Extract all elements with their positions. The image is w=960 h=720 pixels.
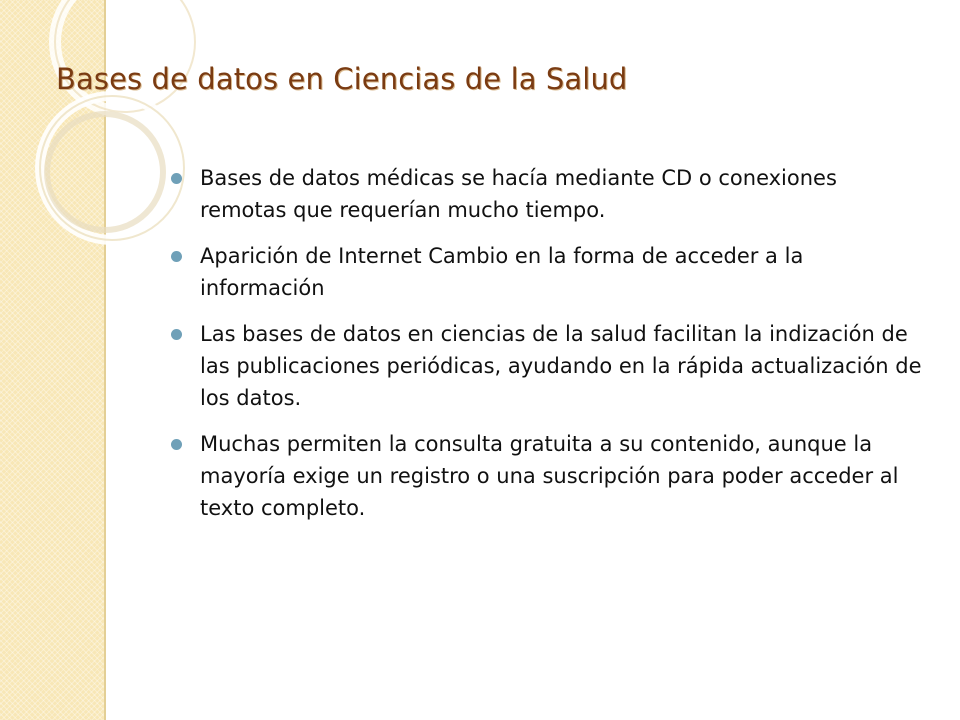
bullet-item (170, 162, 930, 226)
bullet-text: Las bases de datos en ciencias de la salud facilitan la indización de las publicaciones periódicas, ayudando en la rápida actualización de los datos. (200, 322, 922, 410)
bullet-icon (171, 173, 182, 184)
slide-title: Bases de datos en Ciencias de la Salud (56, 62, 628, 96)
bullet-text: Bases de datos médicas se hacía mediante CD o conexiones remotas que requerían mucho tiempo. (200, 166, 837, 222)
bullet-item (170, 240, 930, 304)
bullet-item (170, 428, 930, 524)
bullet-icon (171, 329, 182, 340)
bullet-item (170, 318, 930, 414)
bullet-text: Muchas permiten la consulta gratuita a su contenido, aunque la mayoría exige un registro o una suscripción para poder acceder al texto completo. (200, 432, 899, 520)
bullet-text: Aparición de Internet Cambio en la forma de acceder a la información (200, 244, 804, 300)
bullet-icon (171, 439, 182, 450)
bullet-icon (171, 251, 182, 262)
bullet-list (170, 162, 930, 538)
